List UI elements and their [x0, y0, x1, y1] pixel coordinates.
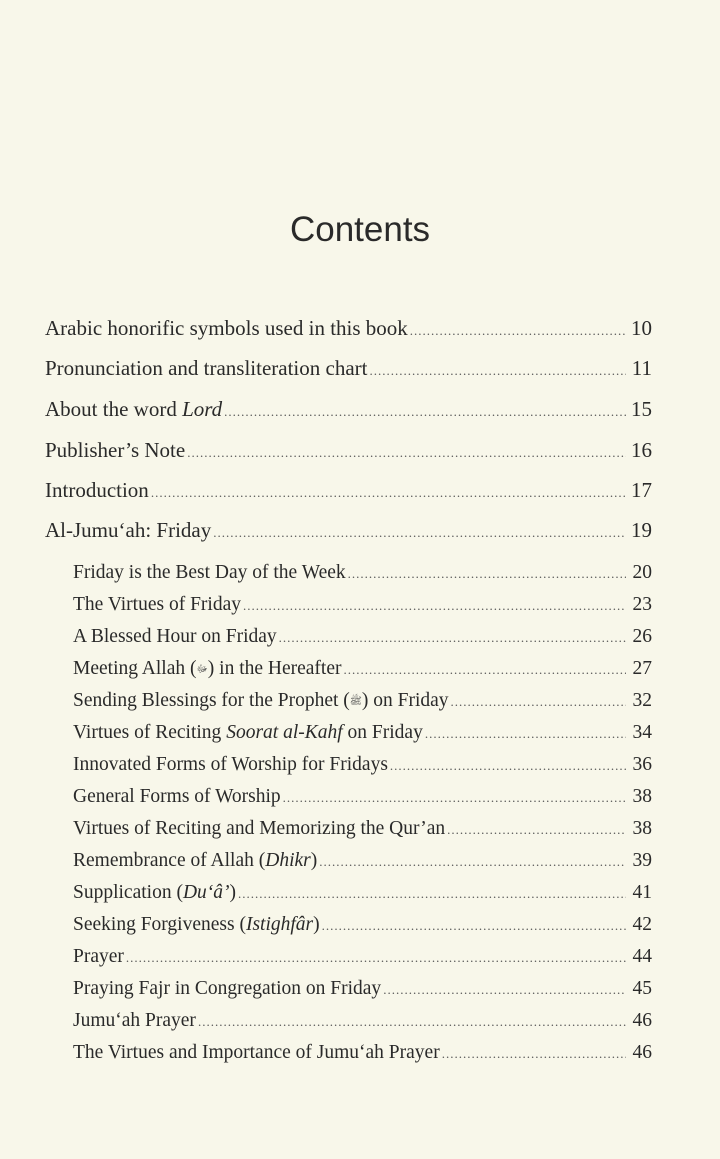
toc-subentry[interactable] [73, 850, 652, 872]
toc-page-number: 19 [631, 518, 652, 542]
toc-entry-label: Friday is the Best Day of the Week [73, 562, 346, 583]
toc-entry-label: Prayer [73, 946, 124, 967]
dot-leader [348, 566, 626, 582]
dot-leader [238, 886, 626, 902]
toc-page-number: 15 [631, 397, 652, 421]
toc-entry-label: Supplication (Du‘â’) [73, 882, 237, 903]
dot-leader [447, 822, 626, 838]
toc-page-number: 10 [631, 316, 652, 340]
toc-page-number: 20 [632, 562, 652, 583]
toc-entry[interactable] [45, 356, 652, 381]
toc-entry-label: The Virtues and Importance of Jumu‘ah Prayer [73, 1042, 440, 1063]
toc-subentry[interactable] [73, 786, 652, 808]
toc-subentry[interactable] [73, 562, 652, 584]
dot-leader [319, 854, 626, 870]
toc-entry[interactable] [45, 518, 652, 543]
dot-leader [344, 662, 627, 678]
toc-page-number: 34 [632, 722, 652, 743]
honorific-symbol-icon: ﷺ [349, 695, 362, 707]
toc-subentry[interactable] [73, 1010, 652, 1032]
dot-leader [213, 525, 626, 541]
toc-entry[interactable] [45, 397, 652, 422]
toc-entry[interactable] [45, 316, 652, 341]
dot-leader [451, 694, 626, 710]
toc-page-number: 11 [631, 356, 652, 380]
toc-subentry[interactable] [73, 946, 652, 968]
toc-page-number: 38 [632, 786, 652, 807]
toc-subentry[interactable] [73, 626, 652, 648]
toc-page-number: 23 [632, 594, 652, 615]
toc-page-number: 36 [632, 754, 652, 775]
dot-leader [442, 1046, 626, 1062]
toc-entry-label: Innovated Forms of Worship for Fridays [73, 754, 388, 775]
toc-page-number: 17 [631, 478, 652, 502]
toc-page-number: 46 [632, 1010, 652, 1031]
toc-entry-label: Virtues of Reciting Soorat al-Kahf on Friday [73, 722, 423, 743]
toc-page-number: 46 [632, 1042, 652, 1063]
toc-entry-label: Al-Jumu‘ah: Friday [45, 518, 212, 542]
toc-entry-label: General Forms of Worship [73, 786, 281, 807]
toc-entry-label: Remembrance of Allah (Dhikr) [73, 850, 318, 871]
toc-page-number: 41 [632, 882, 652, 903]
toc-page-number: 26 [632, 626, 652, 647]
toc-entry-label: Praying Fajr in Congregation on Friday [73, 978, 382, 999]
dot-leader [187, 445, 626, 461]
toc-entry[interactable] [45, 438, 652, 463]
toc-page-number: 16 [631, 438, 652, 462]
toc-entry-label: Meeting Allah (ﷻ) in the Hereafter [73, 658, 342, 679]
dot-leader [390, 758, 626, 774]
toc-entry[interactable] [45, 478, 652, 503]
dot-leader [198, 1014, 626, 1030]
toc-subentry[interactable] [73, 658, 652, 680]
dot-leader [283, 790, 626, 806]
toc-subentry[interactable] [73, 818, 652, 840]
toc-entry-label: Arabic honorific symbols used in this book [45, 316, 408, 340]
dot-leader [151, 485, 626, 501]
toc-entry-label: Virtues of Reciting and Memorizing the Qur’an [73, 818, 446, 839]
toc-subentry[interactable] [73, 754, 652, 776]
toc-subentry[interactable] [73, 882, 652, 904]
dot-leader [243, 598, 626, 614]
dot-leader [425, 726, 626, 742]
toc-entry-label: Publisher’s Note [45, 438, 186, 462]
toc-subentry[interactable] [73, 978, 652, 1000]
dot-leader [370, 363, 627, 379]
toc-entry-label: A Blessed Hour on Friday [73, 626, 277, 647]
toc-page-number: 39 [632, 850, 652, 871]
toc-entry-label: Sending Blessings for the Prophet (ﷺ) on Friday [73, 690, 449, 711]
dot-leader [224, 404, 626, 420]
honorific-symbol-icon: ﷻ [196, 663, 208, 675]
toc-subentry[interactable] [73, 690, 652, 712]
dot-leader [383, 982, 626, 998]
toc-page-number: 44 [632, 946, 652, 967]
toc-page-number: 45 [632, 978, 652, 999]
toc-subentry[interactable] [73, 722, 652, 744]
toc-entry-label: The Virtues of Friday [73, 594, 241, 615]
toc-page-number: 32 [632, 690, 652, 711]
toc-entry-label: Jumu‘ah Prayer [73, 1010, 196, 1031]
dot-leader [279, 630, 626, 646]
toc-page-number: 38 [632, 818, 652, 839]
toc-entry-label: Pronunciation and transliteration chart [45, 356, 368, 380]
dot-leader [410, 323, 626, 339]
page-title: Contents [289, 210, 431, 249]
toc-entry-label: Seeking Forgiveness (Istighfâr) [73, 914, 320, 935]
toc-entry-label: Introduction [45, 478, 149, 502]
dot-leader [322, 918, 626, 934]
toc-entry-label: About the word Lord [45, 397, 223, 421]
dot-leader [126, 950, 626, 966]
toc-subentry[interactable] [73, 1042, 652, 1064]
toc-subentry[interactable] [73, 594, 652, 616]
toc-page-number: 27 [632, 658, 652, 679]
toc-page-number: 42 [632, 914, 652, 935]
toc-subentry[interactable] [73, 914, 652, 936]
